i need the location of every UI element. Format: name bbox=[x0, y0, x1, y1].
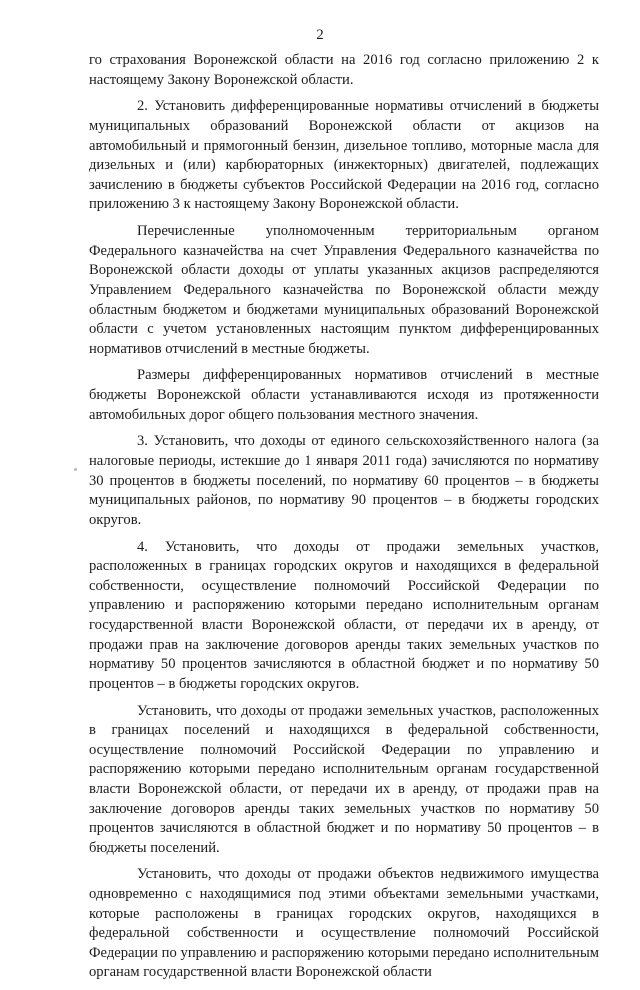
paragraph-item-2-normatives: Размеры дифференцированных нормативов отчислений в местные бюджеты Воронежской области устанавливаются исходя из протяженности автомобильных дорог общего пользования местного значения. bbox=[89, 367, 599, 423]
paragraph-continuation: го страхования Воронежской области на 2016 год согласно приложению 2 к настоящему Закону Воронежской области. bbox=[89, 52, 599, 88]
paragraph-item-2-distribution: Перечисленные уполномоченным территориальным органом Федерального казначейства на счет Управления Федерального казначейства по Воронежской области доходы от уплаты указанных акцизов распределяются Управлением Федерального казначейства по Воронежской области между областным бюджетом и бюджетами муниципальных образований Воронежской области с учетом установленных настоящим пунктом дифференцированных нормативов отчислений в местные бюджеты. bbox=[89, 223, 599, 357]
paragraph-item-2: 2. Установить дифференцированные нормативы отчислений в бюджеты муниципальных образований Воронежской области от акцизов на автомобильный и прямогонный бензин, дизельное топливо, моторные масла для дизельных и (или) карбюраторных (инжекторных) двигателей, подлежащих зачислению в бюджеты субъектов Российской Федерации на 2016 год, согласно приложению 3 к настоящему Закону Воронежской области. bbox=[89, 98, 599, 213]
margin-dot bbox=[74, 468, 77, 471]
paragraph-item-4-settlements: Установить, что доходы от продажи земельных участков, расположенных в границах поселений и находящихся в федеральной собственности, осуществление полномочий Российской Федерации по управлению и распоряжению которыми передано исполнительным органам государственной власти Воронежской области, от передачи их в аренду, от продажи прав на заключение договоров аренды таких земельных участков по нормативу 50 процентов зачисляются в областной бюджет и по нормативу 50 процентов – в бюджеты поселений. bbox=[89, 702, 599, 856]
document-body bbox=[89, 51, 599, 990]
paragraph-item-3: 3. Установить, что доходы от единого сельскохозяйственного налога (за налоговые периоды, истекшие до 1 января 2011 года) зачисляются по нормативу 30 процентов в бюджеты поселений, по нормативу 60 процентов – в бюджеты муниципальных районов, по нормативу 90 процентов – в бюджеты городских округов. bbox=[89, 433, 599, 528]
paragraph-item-4: 4. Установить, что доходы от продажи земельных участков, расположенных в границах городских округов и находящихся в федеральной собственности, осуществление полномочий Российской Федерации по управлению и распоряжению которыми передано исполнительным органам государственной власти Воронежской области, от передачи их в аренду, от продажи прав на заключение договоров аренды таких земельных участков по нормативу 50 процентов зачисляются в областной бюджет и по нормативу 50 процентов – в бюджеты городских округов. bbox=[89, 538, 599, 692]
paragraph-item-4-real-estate: Установить, что доходы от продажи объектов недвижимого имущества одновременно с находящимися под этими объектами земельными участками, которые расположены в границах городских округов, находящихся в федеральной собственности и осуществление полномочий Российской Федерации по управлению и распоряжению которыми передано исполнительным органам государственной власти Воронежской области bbox=[89, 866, 599, 981]
page-number: 2 bbox=[316, 27, 324, 43]
